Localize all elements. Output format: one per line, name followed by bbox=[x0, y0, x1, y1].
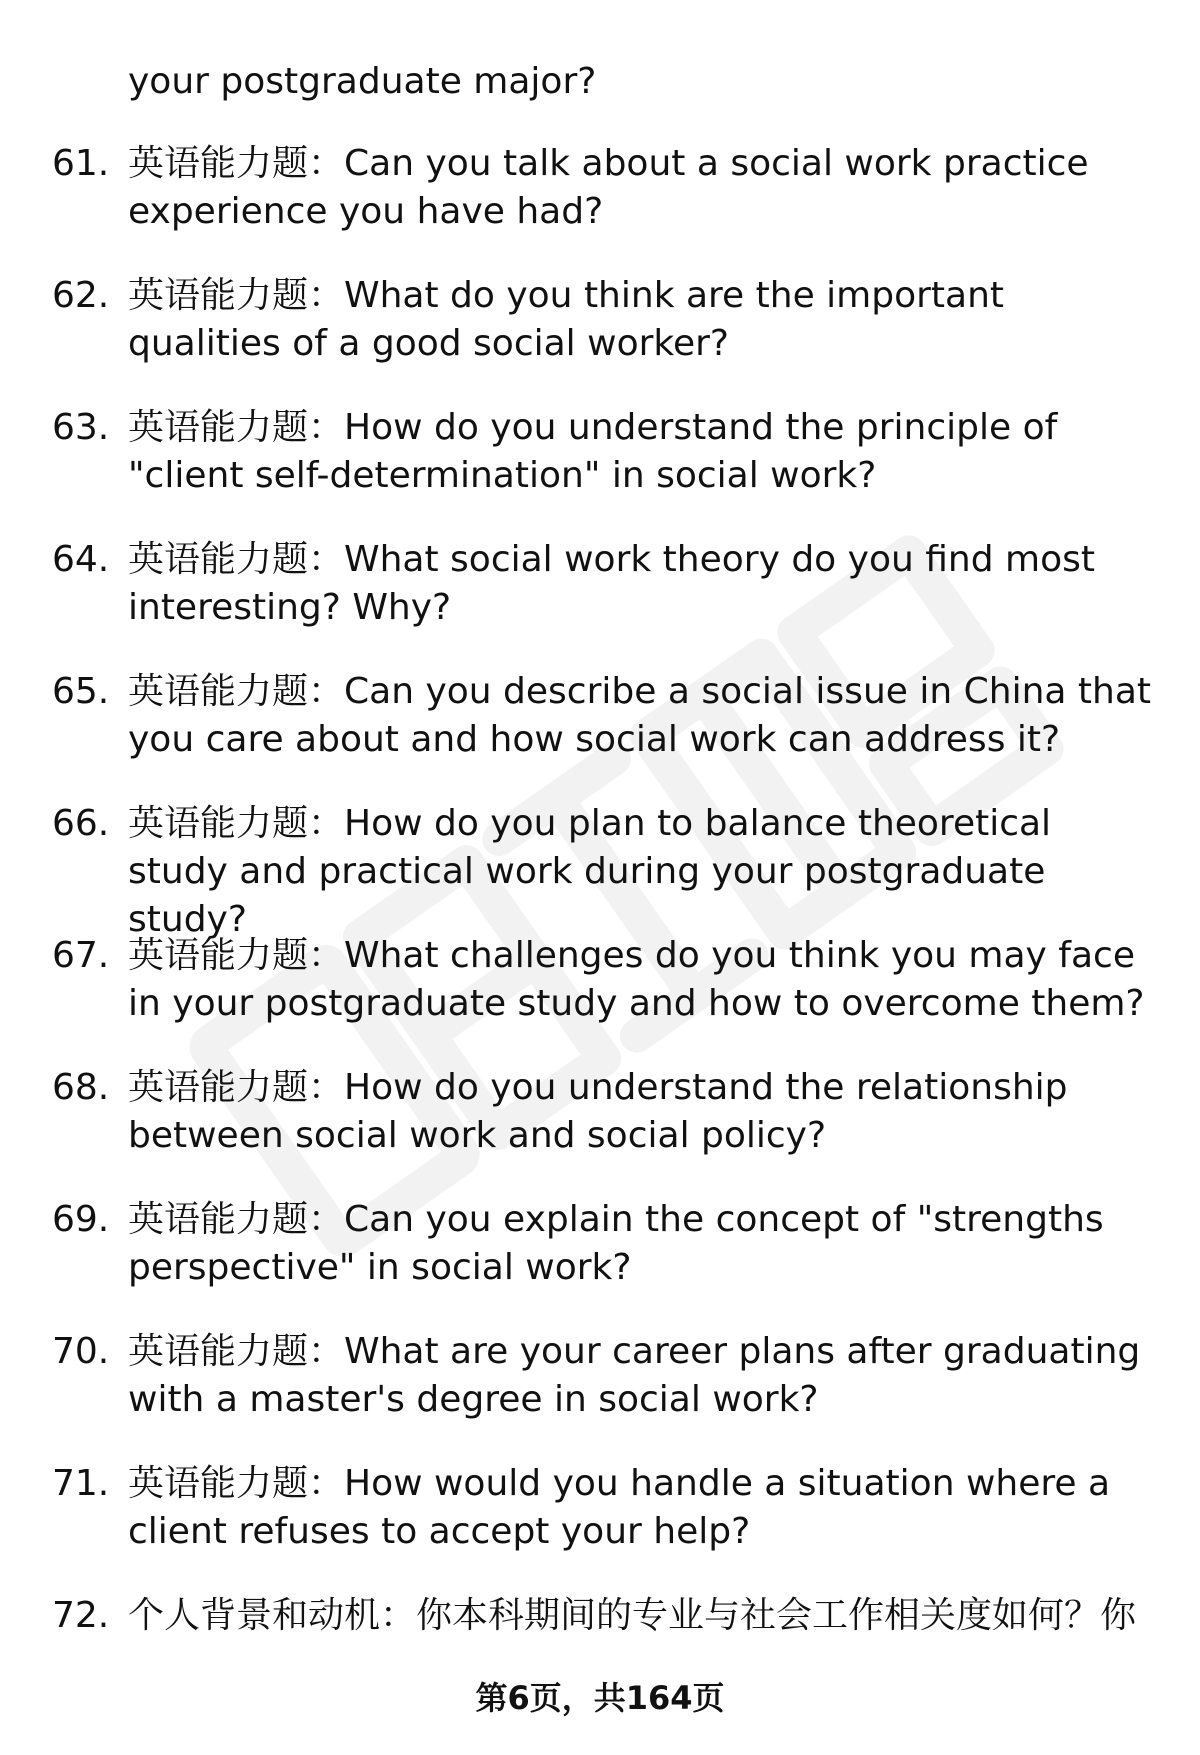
item-number: 65. bbox=[52, 671, 110, 712]
list-item bbox=[0, 668, 1200, 800]
item-number: 72. bbox=[52, 1595, 110, 1636]
item-text: 个人背景和动机：你本科期间的专业与社会工作相关度如何？你 bbox=[128, 1595, 1137, 1636]
item-text: 英语能力题：How do you plan to balance theoretical study and practical work during your postgraduate study? bbox=[128, 803, 1052, 940]
list-item bbox=[0, 536, 1200, 668]
item-number: 68. bbox=[52, 1067, 110, 1108]
page-footer: 第6页，共164页 bbox=[475, 1679, 725, 1717]
item-number: 71. bbox=[52, 1463, 110, 1504]
item-text: 英语能力题：What social work theory do you find most interesting? Why? bbox=[128, 539, 1095, 628]
continuation-text: your postgraduate major? bbox=[128, 61, 597, 102]
item-text: 英语能力题：Can you talk about a social work practice experience you have had? bbox=[128, 143, 1089, 232]
item-text: 英语能力题：How do you understand the principle of "client self-determination" in social work? bbox=[128, 407, 1058, 496]
item-number: 64. bbox=[52, 539, 110, 580]
item-number: 63. bbox=[52, 407, 110, 448]
list-item bbox=[0, 800, 1200, 940]
item-text: 英语能力题：Can you explain the concept of "strengths perspective" in social work? bbox=[128, 1199, 1104, 1288]
item-number: 62. bbox=[52, 275, 110, 316]
item-number: 66. bbox=[52, 803, 110, 844]
item-number: 70. bbox=[52, 1331, 110, 1372]
list-item bbox=[0, 272, 1200, 404]
item-text: 英语能力题：How do you understand the relationship between social work and social policy? bbox=[128, 1067, 1068, 1156]
list-item bbox=[0, 1064, 1200, 1196]
list-item bbox=[0, 1328, 1200, 1460]
item-text: 英语能力题：What do you think are the important qualities of a good social worker? bbox=[128, 275, 1005, 364]
item-text: 英语能力题：Can you describe a social issue in China that you care about and how social work can address it? bbox=[128, 671, 1151, 760]
question-list bbox=[0, 140, 1200, 1724]
item-number: 67. bbox=[52, 935, 110, 976]
list-item bbox=[0, 404, 1200, 536]
list-item bbox=[0, 1460, 1200, 1592]
list-item bbox=[0, 140, 1200, 272]
item-number: 61. bbox=[52, 143, 110, 184]
item-text: 英语能力题：What challenges do you think you may face in your postgraduate study and how to overcome them? bbox=[128, 935, 1145, 1024]
item-number: 69. bbox=[52, 1199, 110, 1240]
item-text: 英语能力题：What are your career plans after graduating with a master's degree in social work? bbox=[128, 1331, 1141, 1420]
item-text: 英语能力题：How would you handle a situation where a client refuses to accept your help? bbox=[128, 1463, 1111, 1552]
list-item bbox=[0, 1196, 1200, 1328]
list-item bbox=[0, 932, 1200, 1064]
